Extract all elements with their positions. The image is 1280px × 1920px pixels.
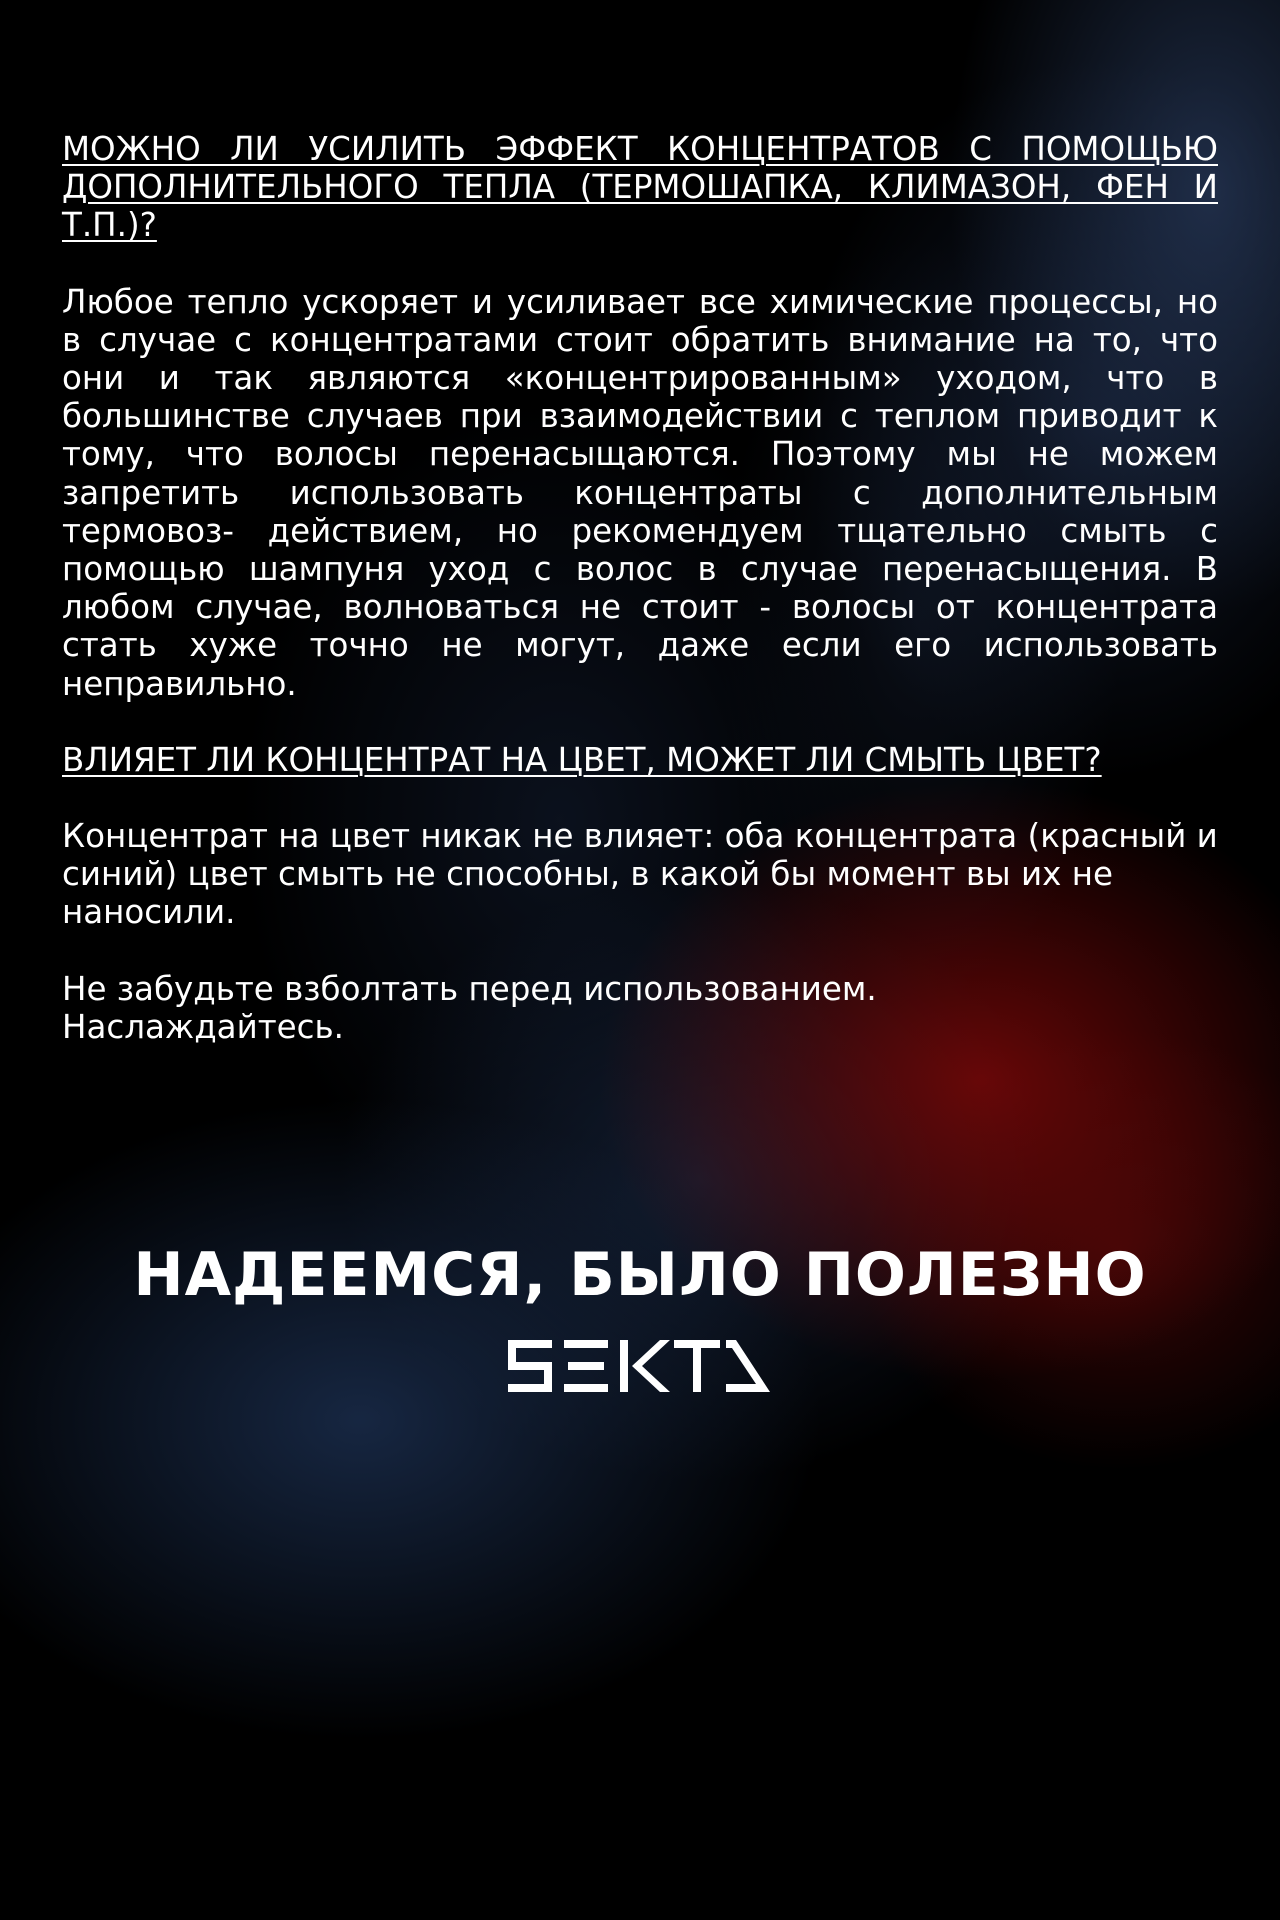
reminder-text — [62, 970, 1218, 1046]
faq-question-1: МОЖНО ЛИ УСИЛИТЬ ЭФФЕКТ КОНЦЕНТРАТОВ С ПОМОЩЬЮ ДОПОЛНИТЕЛЬНОГО ТЕПЛА (ТЕРМОШАПКА, КЛИМАЗОН, ФЕН И Т.П.)? — [62, 130, 1218, 245]
faq-content — [62, 130, 1218, 1084]
faq-question-2: ВЛИЯЕТ ЛИ КОНЦЕНТРАТ НА ЦВЕТ, МОЖЕТ ЛИ СМЫТЬ ЦВЕТ? — [62, 740, 1102, 779]
sekta-logo — [508, 1340, 770, 1392]
closing-title: НАДЕЕМСЯ, БЫЛО ПОЛЕЗНО — [133, 1240, 1147, 1310]
reminder-line-1: Не забудьте взболтать перед использованием. — [62, 969, 877, 1008]
faq-answer-2: Концентрат на цвет никак не влияет: оба концентрата (красный и синий) цвет смыть не способны, в какой бы момент вы их не наносили. — [62, 817, 1218, 932]
reminder-line-2: Наслаждайтесь. — [62, 1007, 344, 1046]
faq-answer-1: Любое тепло ускоряет и усиливает все химические процессы, но в случае с концентратами стоит обратить внимание на то, что они и так являются «концентрированным» уходом, что в большинстве случаев при взаимодействии с теплом приводит к тому, что волосы перенасыщаются. Поэтому мы не можем запретить использовать концентраты с дополнительным термовоз- действием, но рекомендуем тщательно смыть с помощью шампуня уход с волос в случае перенасыщения. В любом случае, волноваться не стоит - волосы от концентрата стать хуже точно не могут, даже если его использовать неправильно. — [62, 282, 1218, 703]
